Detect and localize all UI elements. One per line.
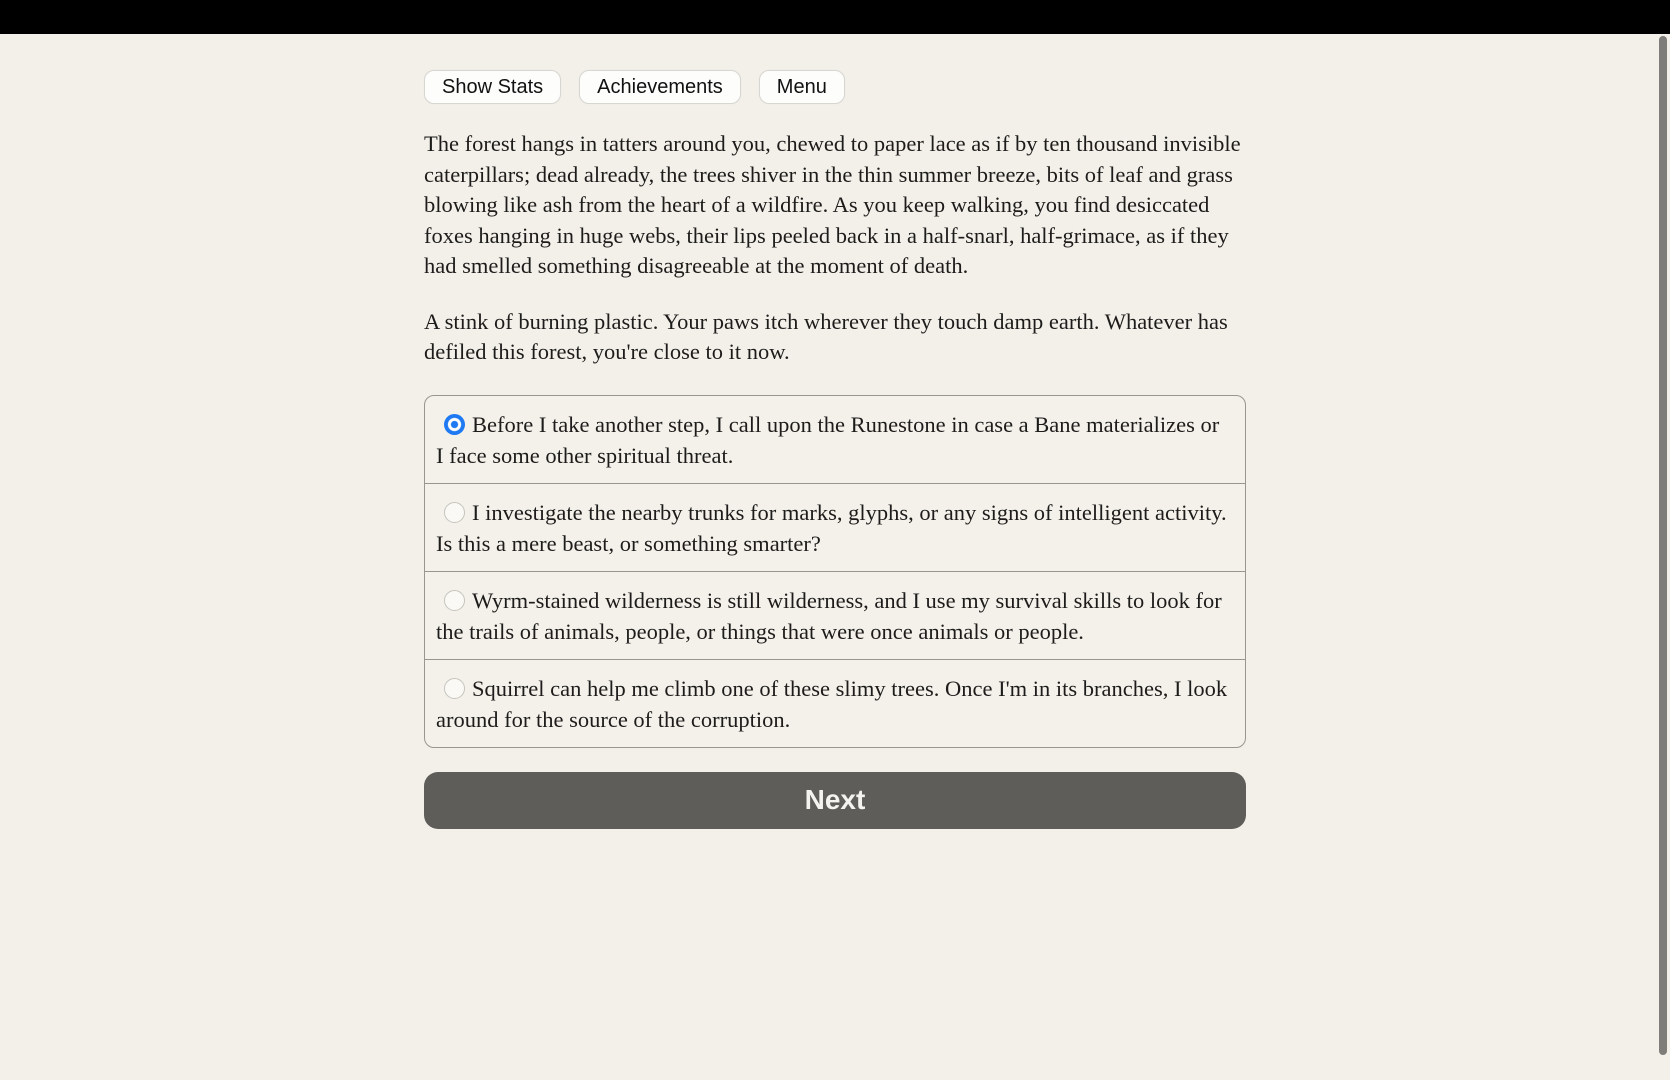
- story-paragraph-1: The forest hangs in tatters around you, chewed to paper lace as if by ten thousand invisible caterpillars; dead already, the trees shiver in the thin summer breeze, bits of leaf and grass blowing like ash from the heart of a wildfire. As you keep walking, you find desiccated foxes hanging in huge webs, their lips peeled back in a half-snarl, half-grimace, as if they had smelled something disagreeable at the moment of death.: [424, 131, 1241, 278]
- choice-label-3: Wyrm-stained wilderness is still wilderness, and I use my survival skills to look for the trails of animals, people, or things that were once animals or people.: [436, 587, 1222, 644]
- game-page: [424, 34, 1246, 829]
- choice-label-2: I investigate the nearby trunks for marks, glyphs, or any signs of intelligent activity. Is this a mere beast, or something smarter?: [436, 499, 1227, 556]
- toolbar: [424, 70, 1246, 104]
- choice-label-4: Squirrel can help me climb one of these slimy trees. Once I'm in its branches, I look around for the source of the corruption.: [436, 675, 1228, 732]
- choice-label-1: Before I take another step, I call upon the Runestone in case a Bane materializes or I face some other spiritual threat.: [436, 411, 1220, 468]
- next-button[interactable]: Next: [424, 772, 1246, 829]
- choice-option-3[interactable]: [425, 571, 1245, 659]
- choice-radio-1[interactable]: [444, 502, 465, 523]
- choice-option-2[interactable]: [425, 483, 1245, 571]
- menu-button[interactable]: Menu: [759, 70, 845, 104]
- story-text: [424, 129, 1246, 368]
- choice-option-1[interactable]: [425, 396, 1245, 483]
- choice-list: [424, 395, 1246, 748]
- choice-radio-3[interactable]: [444, 678, 465, 699]
- scrollbar-thumb[interactable]: [1659, 36, 1667, 1055]
- show-stats-button[interactable]: Show Stats: [424, 70, 561, 104]
- achievements-button[interactable]: Achievements: [579, 70, 741, 104]
- choice-radio-2[interactable]: [444, 590, 465, 611]
- story-paragraph-2: A stink of burning plastic. Your paws itch wherever they touch damp earth. Whatever has defiled this forest, you're close to it now.: [424, 308, 1228, 364]
- choice-radio-0[interactable]: [444, 414, 465, 435]
- top-bar: [0, 0, 1670, 34]
- choice-option-4[interactable]: [425, 659, 1245, 747]
